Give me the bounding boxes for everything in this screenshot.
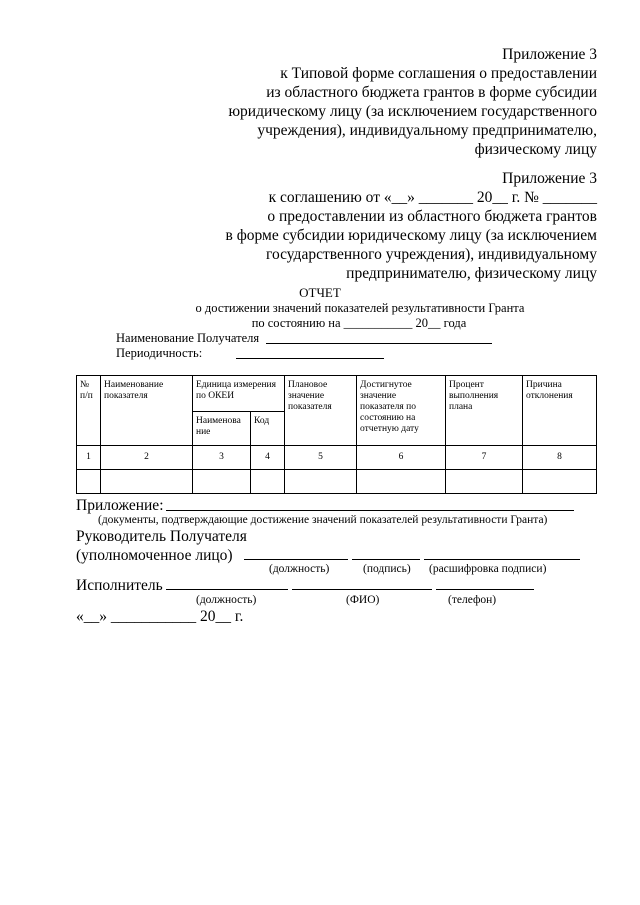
appendix-header-line: юридическому лицу (за исключением государственного [228,103,597,120]
appendix-header-line: в форме субсидии юридическому лицу (за исключением [225,227,597,244]
appendix-header-line: из областного бюджета грантов в форме субсидии [266,84,597,101]
periodicity-field-line[interactable] [236,358,384,359]
signature-date-line[interactable]: «__» ___________ 20__ г. [76,608,244,625]
table-cell[interactable] [101,470,193,494]
header-cell-unit-code: Код [251,412,285,446]
head-position-caption: (должность) [269,563,330,575]
table-cell[interactable] [523,470,597,494]
executor-label: Исполнитель [76,577,163,594]
header-cell-unit: Единица измерения по ОКЕИ [193,376,285,412]
report-as-of-date: по состоянию на ___________ 20__ года [251,316,467,330]
head-position-line[interactable] [244,559,348,560]
table-cell[interactable] [446,470,523,494]
column-number: 6 [357,446,446,470]
header-cell-indicator-name: Наименование показателя [101,376,193,446]
appendix-header-line: к Типовой форме соглашения о предоставлении [280,65,597,82]
attachment-field-line[interactable] [166,510,574,511]
executor-phone-caption: (телефон) [448,594,497,606]
table-column-numbers-row [77,446,597,470]
column-number: 1 [77,446,101,470]
header-cell-deviation-reason: Причина отклонения [523,376,597,446]
head-decoding-caption: (расшифровка подписи) [429,563,547,575]
head-label-line1: Руководитель Получателя [76,528,247,545]
attachment-label: Приложение: [76,497,164,514]
recipient-label: Наименование Получателя [116,331,260,345]
header-cell-achieved-value: Достигнутое значение показателя по состоянию на отчетную дату [357,376,446,446]
header-cell-completion-percent: Процент выполнения плана [446,376,523,446]
executor-name-line[interactable] [292,589,432,590]
executor-phone-line[interactable] [436,589,534,590]
table-cell[interactable] [285,470,357,494]
executor-position-caption: (должность) [196,594,257,606]
appendix-header-line: о предоставлении из областного бюджета грантов [267,208,597,225]
column-number: 8 [523,446,597,470]
appendix-number: Приложение 3 [502,170,597,187]
header-cell-planned-value: Плановое значение показателя [285,376,357,446]
executor-name-caption: (ФИО) [346,594,380,606]
appendix-number: Приложение 3 [502,46,597,63]
table-cell[interactable] [77,470,101,494]
header-cell-number: № п/п [77,376,101,446]
attachment-caption: (документы, подтверждающие достижение значений показателей результативности Гранта) [98,514,548,526]
table-cell[interactable] [357,470,446,494]
appendix-header-line: учреждения), индивидуальному предпринимателю, [257,122,597,139]
table-cell[interactable] [193,470,251,494]
table-row [77,470,597,494]
appendix-header-line: предпринимателю, физическому лицу [346,265,597,282]
column-number: 5 [285,446,357,470]
appendix-header-line: к соглашению от «__» _______ 20__ г. № _______ [268,189,597,206]
head-signature-line[interactable] [352,559,420,560]
column-number: 7 [446,446,523,470]
column-number: 2 [101,446,193,470]
head-signature-caption: (подпись) [363,563,411,575]
table-cell[interactable] [251,470,285,494]
periodicity-label: Периодичность: [116,346,203,360]
column-number: 3 [193,446,251,470]
header-cell-unit-name: Наименова ние [193,412,251,446]
indicators-table [76,375,597,494]
head-label-line2: (уполномоченное лицо) [76,547,233,564]
report-subtitle: о достижении значений показателей результативности Гранта [195,301,525,315]
column-number: 4 [251,446,285,470]
appendix-header-line: государственного учреждения), индивидуальному [266,246,597,263]
appendix-header-line: физическому лицу [474,141,597,158]
executor-position-line[interactable] [166,589,288,590]
report-title: ОТЧЕТ [299,285,341,300]
recipient-field-line[interactable] [266,343,492,344]
table-header-row [77,376,597,412]
head-signature-decoding-line[interactable] [424,559,580,560]
